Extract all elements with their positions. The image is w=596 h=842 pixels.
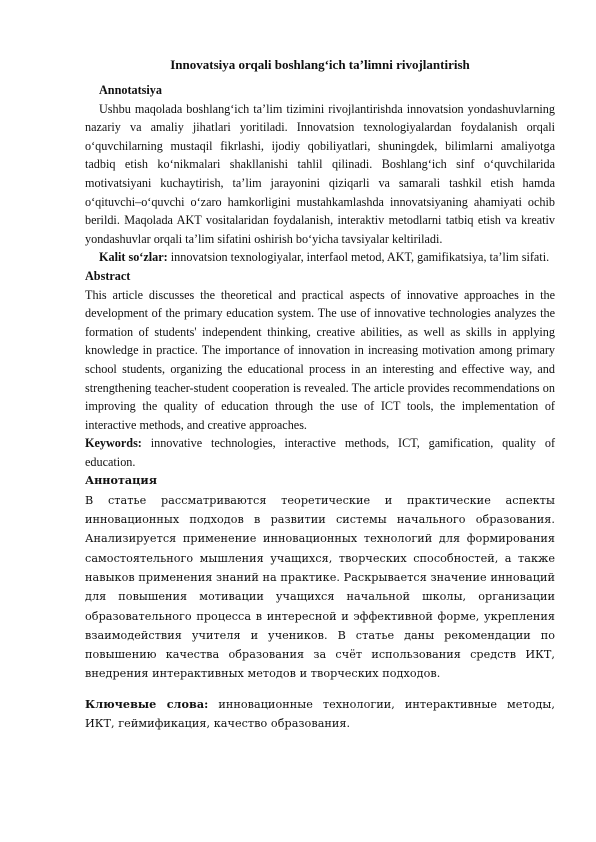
abstract-body-en: This article discusses the theoretical and practical aspects of innovative approaches in the development of the primary education system. The use of innovative technologies analyzes the formation of students' independent thinking, creative abilities, as well as skills in applying knowledge in practice. The importance of innovation in increasing motivation among primary school students, organizing the educational process in an interesting and effective way, and strengthening teacher-student cooperation is revealed. The article provides recommendations on improving the quality of education through the use of ICT tools, the implementation of interactive methods, and creative approaches. [85,287,555,432]
keywords-text-ru: инновационные технологии, интерактивные методы, ИКТ, геймификация, качество образования. [85,697,555,731]
section-spacer [85,684,555,695]
annotation-body-uz: Ushbu maqolada boshlangʻich ta’lim tizimini rivojlantirishda innovatsion yondashuvlarning nazariy va amaliy jihatlari yoritiladi. Innovatsion texnologiyalardan foydalanish orqali oʻquvchilarning mustaqil fikrlashi, ijodiy qobiliyatlari, shuningdek, bilimlarni amaliyotga tadbiq etish koʻnikmalari shakllanishi tahlil qilinadi. Boshlangʻich sinf oʻquvchilarida motivatsiyani kuchaytirish, ta’lim jarayonini qiziqarli va samarali tashkil etish hamda oʻqituvchi–oʻquvchi oʻzaro hamkorligini mustahkamlashda innovatsiyaning ahamiyati ochib berildi. Maqolada AKT vositalaridan foydalanish, interaktiv metodlarni tatbiq etish va kreativ yondashuvlar orqali ta’lim sifatini oshirish boʻyicha tavsiyalar keltiriladi. [85,101,555,246]
keywords-en [85,434,555,471]
paper-title: Innovatsiya orqali boshlangʻich ta’limni rivojlantirish [170,57,470,72]
keywords-ru [85,695,555,734]
abstract-heading-en: Abstract [85,268,131,283]
annotation-heading-ru: Аннотация [85,473,157,488]
keywords-uz [85,248,555,267]
keywords-label-en: Keywords: [85,436,142,451]
keywords-text-en: innovative technologies, interactive methods, ICT, gamification, quality of education. [85,436,555,469]
annotation-body-ru: В статье рассматриваются теоретические и практические аспекты инновационных подходов в развитии системы начального образования. Анализируется применение инновационных технологий для формирования самостоятельного мышления учащихся, творческих способностей, а также навыков применения знаний на практике. Раскрывается значение инноваций для повышения мотивации учащихся начальной школы, организации образовательного процесса в интересной и эффективной форме, укрепления взаимодействия учителя и учеников. В статье даны рекомендации по повышению качества образования за счёт использования средств ИКТ, внедрения интерактивных методов и творческих подходов. [85,493,555,681]
paper-page [85,55,555,733]
keywords-label-uz: Kalit soʻzlar: [99,250,168,265]
keywords-text-uz: innovatsion texnologiyalar, interfaol metod, AKT, gamifikatsiya, ta’lim sifati. [167,250,550,265]
keywords-label-ru: Ключевые слова: [85,696,209,711]
annotation-heading-uz: Annotatsiya [99,83,162,97]
